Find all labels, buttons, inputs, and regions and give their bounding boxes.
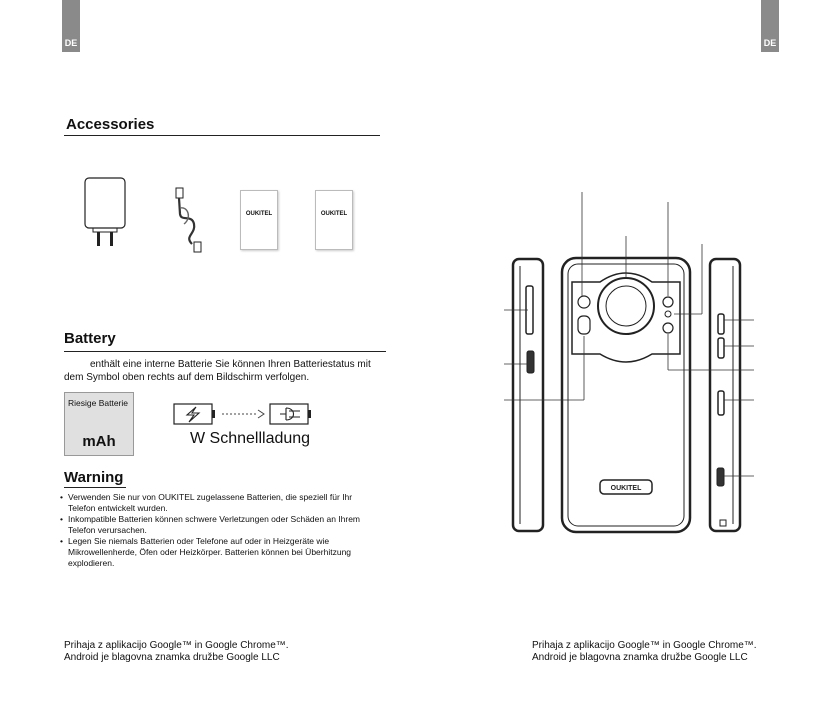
booklet-icon	[315, 190, 353, 250]
footer-left-line-1: Prihaja z aplikacijo Google™ in Google Chrome™.	[64, 640, 289, 651]
footer-left	[64, 640, 289, 664]
booklet-brand: OUKITEL	[245, 211, 273, 217]
warning-divider	[64, 487, 126, 488]
footer-right	[532, 640, 757, 664]
battery-line-2: dem Symbol oben rechts auf dem Bildschirm verfolgen.	[64, 372, 310, 383]
battery-heading: Battery	[64, 330, 116, 347]
footer-right-line-2: Android je blagovna znamka družbe Google LLC	[532, 652, 748, 663]
booklet-icon	[240, 190, 278, 250]
phone-back-logo: OUKITEL	[610, 485, 642, 492]
battery-badge-unit: mAh	[82, 433, 116, 450]
battery-divider	[64, 351, 386, 352]
battery-badge-label: Riesige Batterie	[68, 398, 129, 408]
charging-diagram	[172, 401, 320, 429]
power-adapter-icon	[82, 176, 128, 250]
warning-item: • Inkompatible Batterien können schwere Verletzungen oder Schäden an Ihrem Telefon verursachen.	[60, 514, 380, 536]
footer-right-line-1: Prihaja z aplikacijo Google™ in Google Chrome™.	[532, 640, 757, 651]
accessories-heading: Accessories	[66, 116, 155, 133]
language-tab-left: DE	[62, 0, 80, 52]
warning-item: • Verwenden Sie nur von OUKITEL zugelassene Batterien, die speziell für Ihr Telefon entwickelt wurden.	[60, 492, 380, 514]
fast-charging-label: W Schnellladung	[190, 430, 311, 447]
warning-item: • Legen Sie niemals Batterien oder Telefone auf oder in Heizgeräte wie Mikrowellenherde, Öfen oder Heizkörper. Batterien können bei Überhitzung explodieren.	[60, 536, 380, 569]
warning-list	[60, 492, 380, 569]
battery-plug-icon	[270, 404, 311, 424]
warning-heading: Warning	[64, 469, 124, 486]
accessories-divider	[64, 135, 380, 136]
booklet-brand: OUKITEL	[320, 211, 348, 217]
language-tab-right: DE	[761, 0, 779, 52]
battery-capacity-badge	[64, 392, 134, 456]
phone-left-side-view	[513, 259, 543, 531]
phone-diagram	[498, 186, 760, 542]
usb-cable-icon	[170, 184, 210, 256]
footer-left-line-2: Android je blagovna znamka družbe Google LLC	[64, 652, 280, 663]
battery-description	[64, 358, 384, 384]
battery-bolt-icon	[174, 404, 215, 424]
phone-back-view	[562, 258, 690, 532]
phone-right-side-view	[710, 259, 740, 531]
battery-line-1: enthält eine interne Batterie Sie können Ihren Batteriestatus mit	[90, 359, 371, 370]
